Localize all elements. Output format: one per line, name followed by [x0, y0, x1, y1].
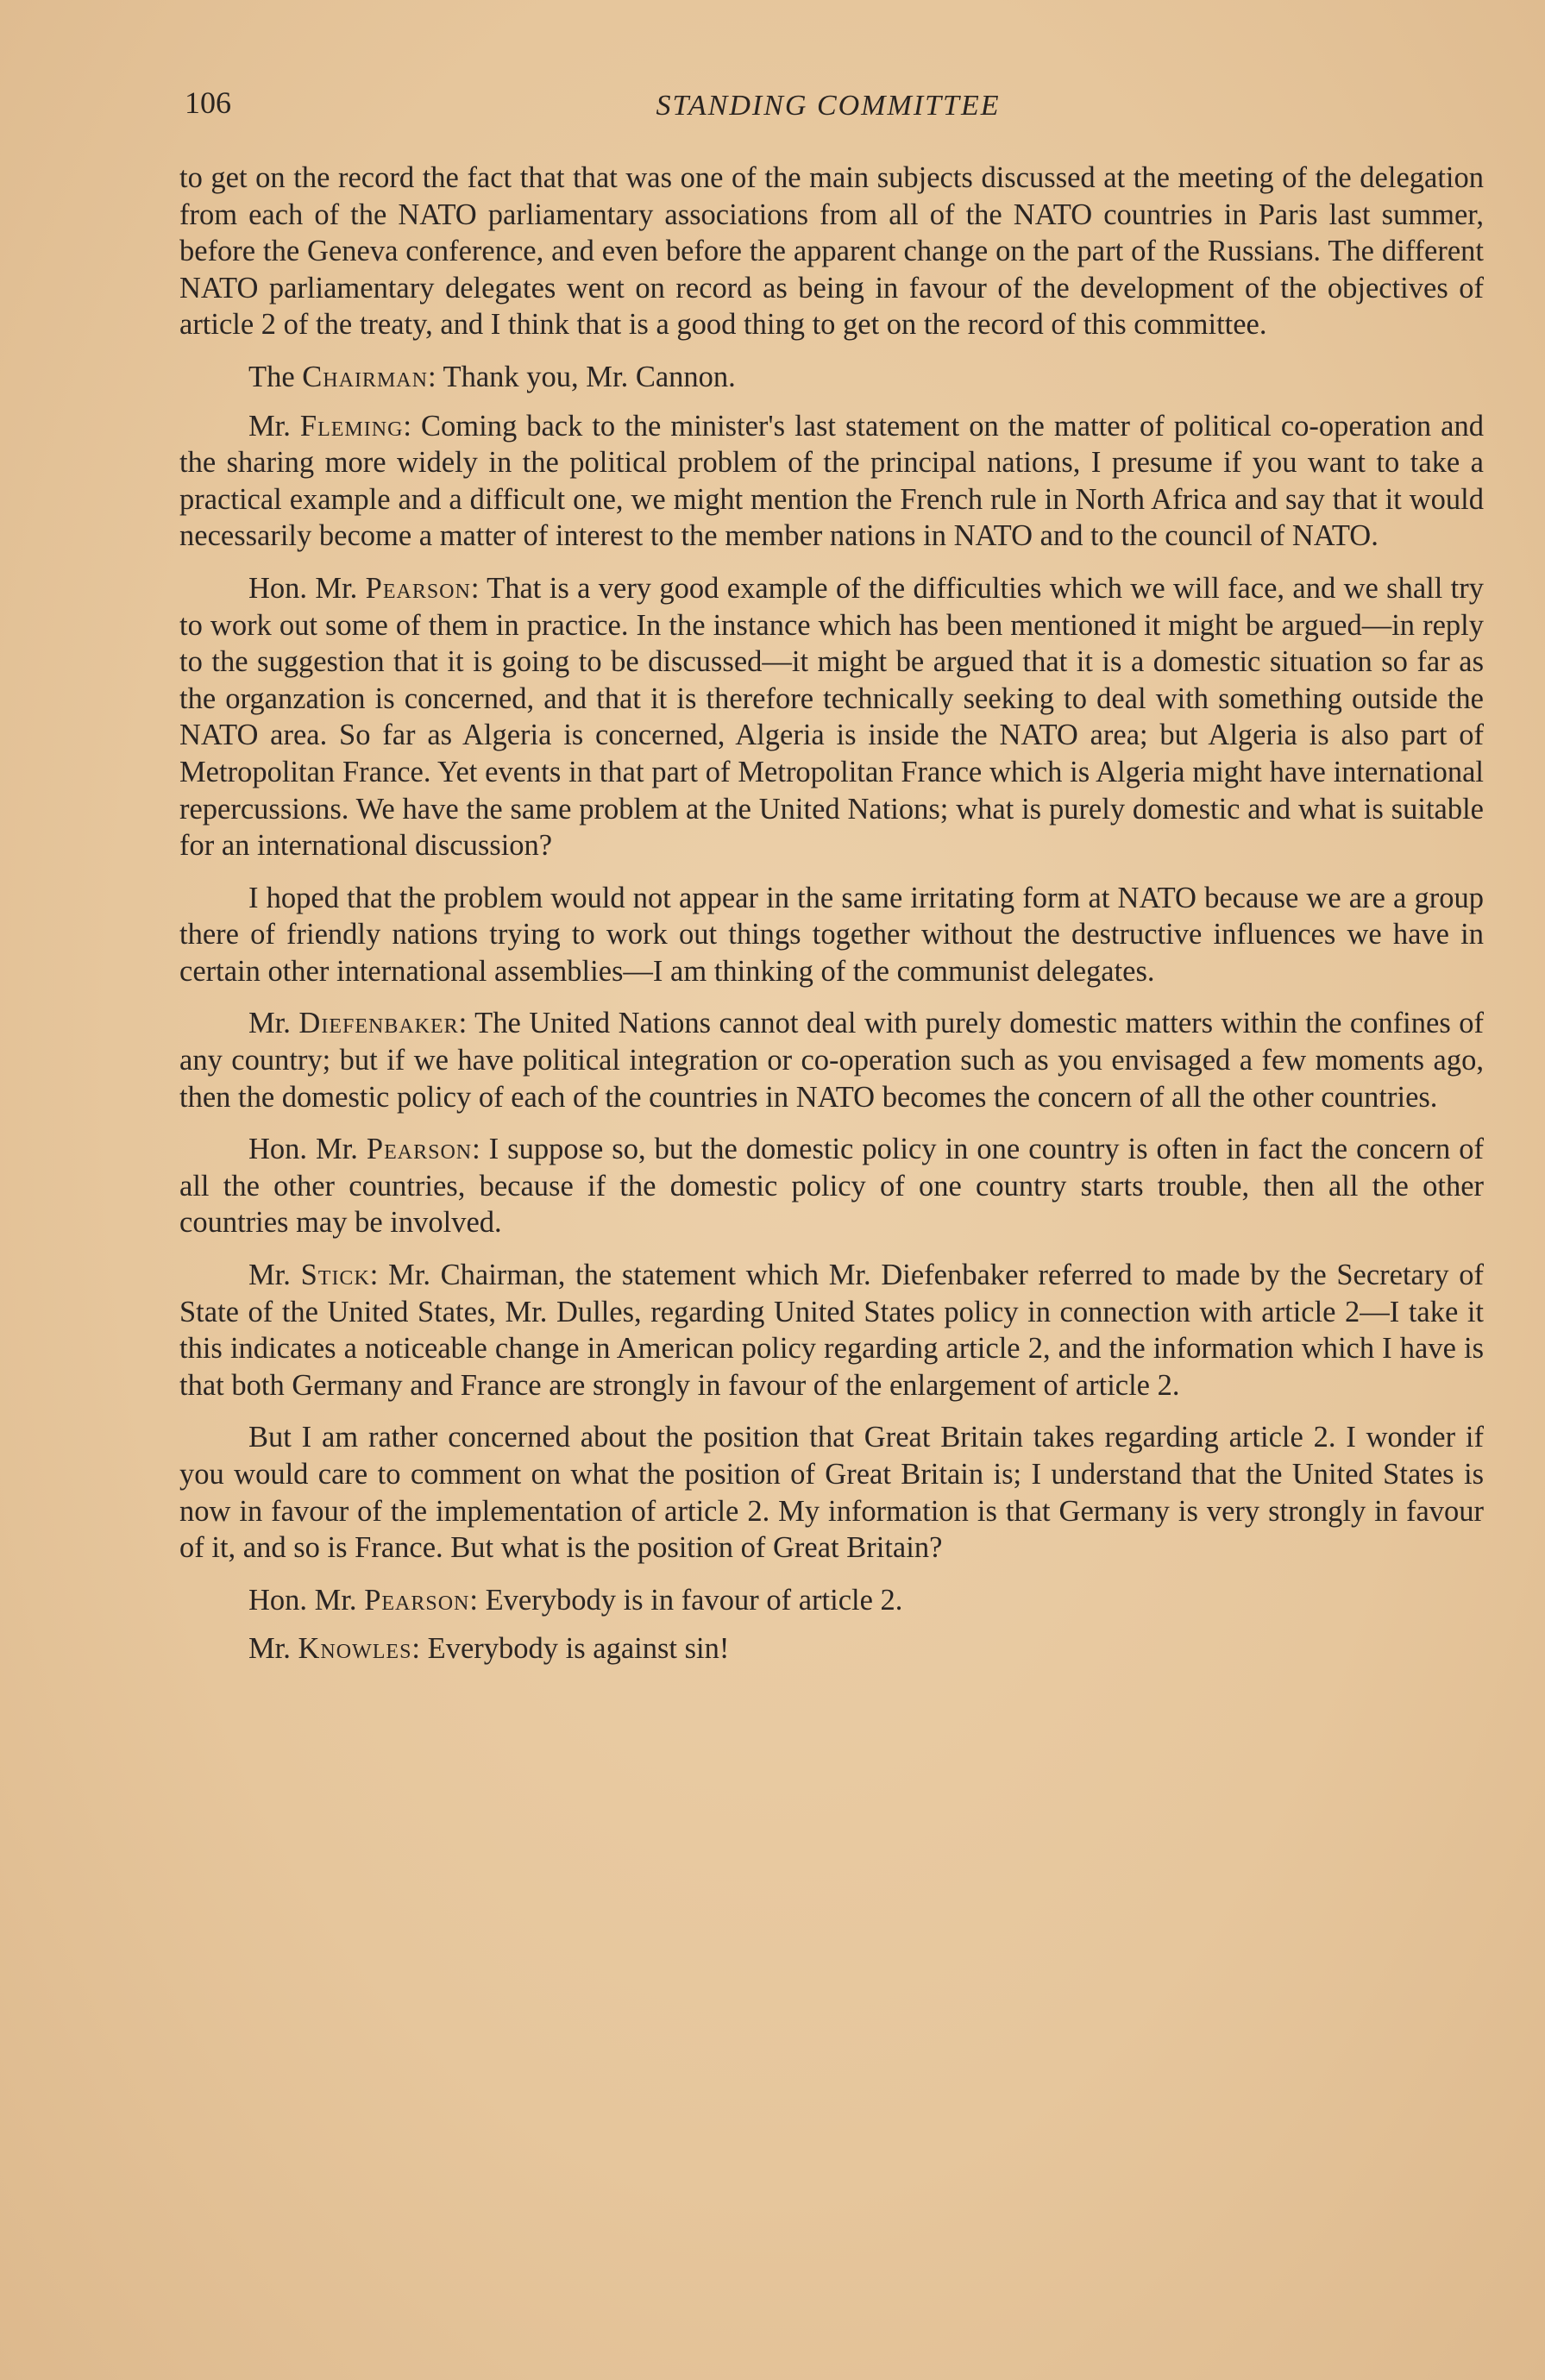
body-text — [179, 160, 1484, 1680]
paragraph-diefenbaker — [179, 1005, 1484, 1115]
paragraph-text: : Mr. Chairman, the statement which Mr. Diefenbaker referred to made by the Secretary of State of the United States, Mr. Dulles, regarding United States policy in connection with article 2—I take it this indicates a noticeable change in American policy regarding article 2, and the information which I have is that both Germany and France are strongly in favour of the enlargement of article 2. — [179, 1259, 1485, 1402]
paragraph-pearson-3 — [179, 1582, 1484, 1619]
speaker-prefix: Mr. — [248, 409, 300, 443]
paragraph-text: : Everybody is in favour of article 2. — [469, 1583, 903, 1617]
speaker-name: Pearson — [365, 571, 471, 605]
paragraph-text: : Everybody is against sin! — [411, 1632, 730, 1666]
paragraph-stick — [179, 1257, 1484, 1404]
speaker-name: Pearson — [364, 1583, 470, 1617]
paragraph-text: : I suppose so, but the domestic policy in one country is often in fact the concern of all the other countries, because if the domestic policy of one country starts trouble, then all the other countries may be involved. — [179, 1133, 1484, 1240]
paragraph-text: : Thank you, Mr. Cannon. — [427, 360, 736, 393]
paragraph-stick-continued — [179, 1419, 1484, 1566]
speaker-name: Fleming — [299, 409, 404, 443]
speaker-name: Pearson — [366, 1133, 473, 1166]
paragraph-pearson-1 — [179, 570, 1484, 864]
paragraph-chairman — [179, 359, 1484, 396]
speaker-name: Stick — [300, 1259, 370, 1292]
paragraph-text: : Coming back to the minister's last statement on the matter of political co-operation and the sharing more widely in the political problem of the principal nations, I presume if you want to take a practical example and a difficult one, we might mention the French rule in North Africa and say that it would necessarily become a matter of interest to the member nations in NATO and to the council of NATO. — [179, 409, 1484, 553]
speaker-name: Chairman — [302, 360, 428, 393]
page-header — [173, 85, 1484, 136]
paragraph-pearson-2 — [179, 1131, 1484, 1241]
speaker-name: Diefenbaker — [298, 1007, 459, 1040]
speaker-prefix: Hon. Mr. — [248, 1583, 365, 1617]
page-number: 106 — [185, 85, 231, 120]
speaker-prefix: Mr. — [248, 1259, 301, 1292]
running-head: STANDING COMMITTEE — [656, 90, 1001, 122]
paragraph-text: But I am rather concerned about the position that Great Britain takes regarding article 2. I wonder if you would care to comment on what the position of Great Britain is; I understand that the United States is now in favour of the implementation of article 2. My information is that Germany is very strongly in favour of it, and so is France. But what is the position of Great Britain? — [179, 1421, 1484, 1565]
paragraph-knowles — [179, 1630, 1484, 1667]
paragraph-text: to get on the record the fact that that was one of the main subjects discussed at the meeting of the delegation from each of the NATO parliamentary associations from all of the NATO countries in Paris last summer, before the Geneva conference, and even before the apparent change on the part of the Russians. The different NATO parliamentary delegates went on record as being in favour of the development of the objectives of article 2 of the treaty, and I think that is a good thing to get on the record of this committee. — [179, 161, 1484, 342]
paragraph-text: I hoped that the problem would not appear in the same irritating form at NATO because we are a group there of friendly nations trying to work out things together without the destructive influences we have in certain other international assemblies—I am thinking of the communist delegates. — [179, 881, 1484, 988]
speaker-prefix: Mr. — [248, 1007, 299, 1040]
paragraph-text: : The United Nations cannot deal with purely domestic matters within the confines of any country; but if we have political integration or co-operation such as you envisaged a few moments ago, then the domestic policy of each of the countries in NATO becomes the concern of all the other countries. — [179, 1007, 1485, 1114]
speaker-prefix: Hon. Mr. — [248, 1133, 367, 1166]
paragraph-text: : That is a very good example of the difficulties which we will face, and we shall try to work out some of them in practice. In the instance which has been mentioned it might be argued—in reply to the suggestion that it is going to be discussed—it might be argued that it is a domestic situation so far as the organzation is concerned, and that it is therefore technically seeking to deal with something outside the NATO area. So far as Algeria is concerned, Algeria is inside the NATO area; but Algeria is also part of Metropolitan France. Yet events in that part of Metropolitan France which is Algeria might have international repercussions. We have the same problem at the United Nations; what is purely domestic and what is suitable for an international discussion? — [179, 571, 1484, 863]
paragraph-pearson-continued — [179, 880, 1484, 990]
paragraph-fleming — [179, 408, 1484, 555]
speaker-prefix: Hon. Mr. — [248, 571, 366, 605]
speaker-prefix: Mr. — [248, 1632, 298, 1666]
paragraph-continuation — [179, 160, 1484, 343]
speaker-prefix: The — [248, 360, 303, 393]
speaker-name: Knowles — [298, 1632, 412, 1666]
